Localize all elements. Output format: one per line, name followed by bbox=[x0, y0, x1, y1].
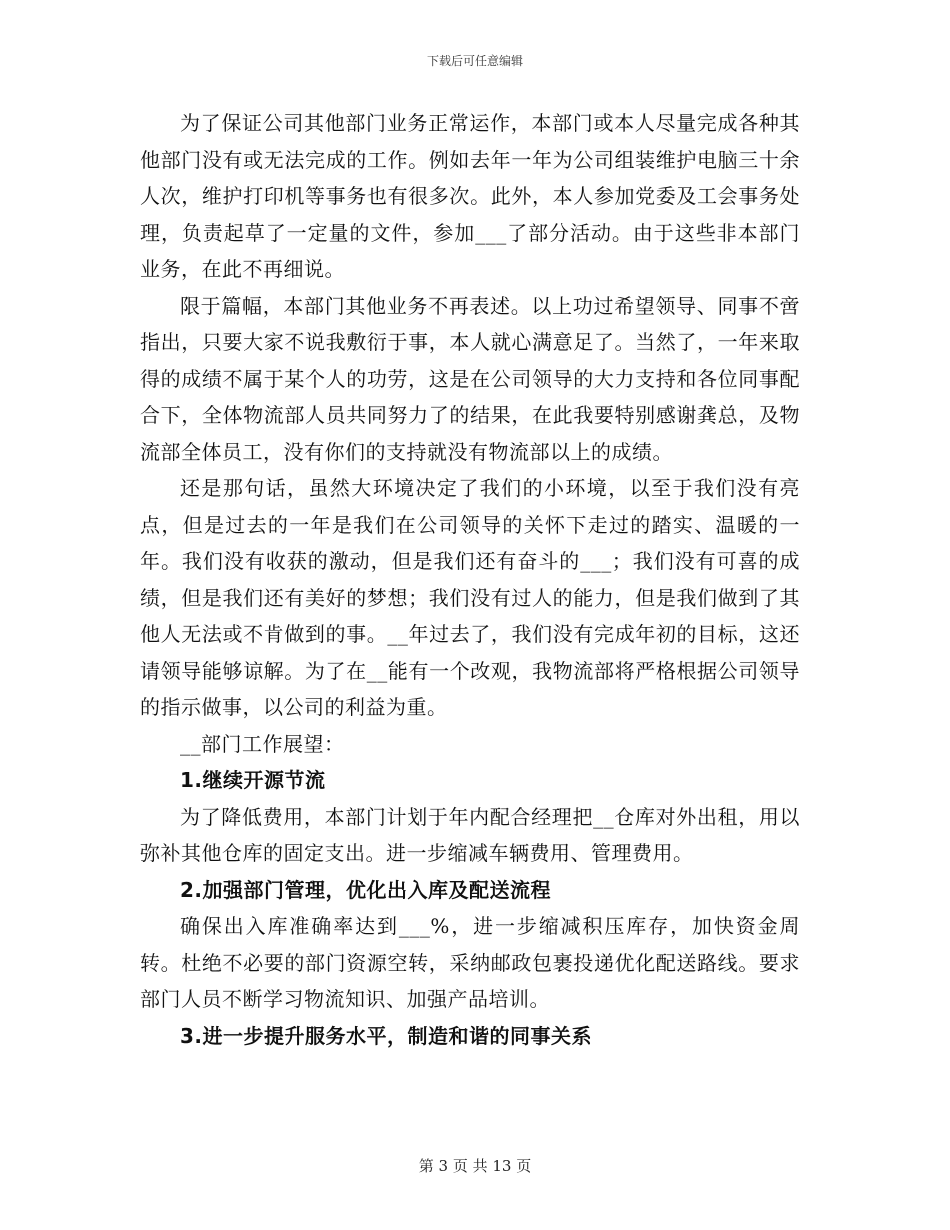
section-heading-3: 3.进一步提升服务水平，制造和谐的同事关系 bbox=[180, 1023, 593, 1048]
section-text-2: 确保出入库准确率达到___%，进一步缩减积压库存，加快资金周转。杜绝不必要的部门资源空转，采纳邮政包裹投递优化配送路线。要求部门人员不断学习物流知识、加强产品培训。 bbox=[140, 914, 800, 1011]
paragraph-reflection: 还是那句话，虽然大环境决定了我们的小环境，以至于我们没有亮点，但是过去的一年是我们在公司领导的关怀下走过的踏实、温暖的一年。我们没有收获的激动，但是我们还有奋斗的___；我们没有可喜的成绩，但是我们还有美好的梦想；我们没有过人的能力，但是我们做到了其他人无法或不肯做到的事。__年过去了，我们没有完成年初的目标，这还请领导能够谅解。为了在__能有一个改观，我物流部将严格根据公司领导的指示做事，以公司的利益为重。 bbox=[140, 476, 800, 719]
paragraph-other-departments: 为了保证公司其他部门业务正常运作，本部门或本人尽量完成各种其他部门没有或无法完成的工作。例如去年一年为公司组装维护电脑三十余人次，维护打印机等事务也有很多次。此外，本人参加党委及工会事务处理，负责起草了一定量的文件，参加___了部分活动。由于这些非本部门业务，在此不再细说。 bbox=[140, 111, 800, 281]
paragraph-acknowledgement: 限于篇幅，本部门其他业务不再表述。以上功过希望领导、同事不啻指出，只要大家不说我敷衍于事，本人就心满意足了。当然了，一年来取得的成绩不属于某个人的功劳，这是在公司领导的大力支持和各位同事配合下，全体物流部人员共同努力了的结果，在此我要特别感谢龚总，及物流部全体员工，没有你们的支持就没有物流部以上的成绩。 bbox=[140, 293, 800, 464]
document-body bbox=[140, 105, 800, 1054]
paragraph-outlook-intro: __部门工作展望： bbox=[180, 731, 345, 756]
page-number-footer: 第 3 页 共 13 页 bbox=[418, 1157, 532, 1175]
section-heading-2: 2.加强部门管理，优化出入库及配送流程 bbox=[180, 877, 552, 902]
section-heading-1: 1.继续开源节流 bbox=[180, 768, 326, 792]
section-text-1: 为了降低费用，本部门计划于年内配合经理把__仓库对外出租，用以弥补其他仓库的固定支出。进一步缩减车辆费用、管理费用。 bbox=[140, 804, 800, 865]
page-header-note: 下载后可任意编辑 bbox=[426, 54, 523, 68]
